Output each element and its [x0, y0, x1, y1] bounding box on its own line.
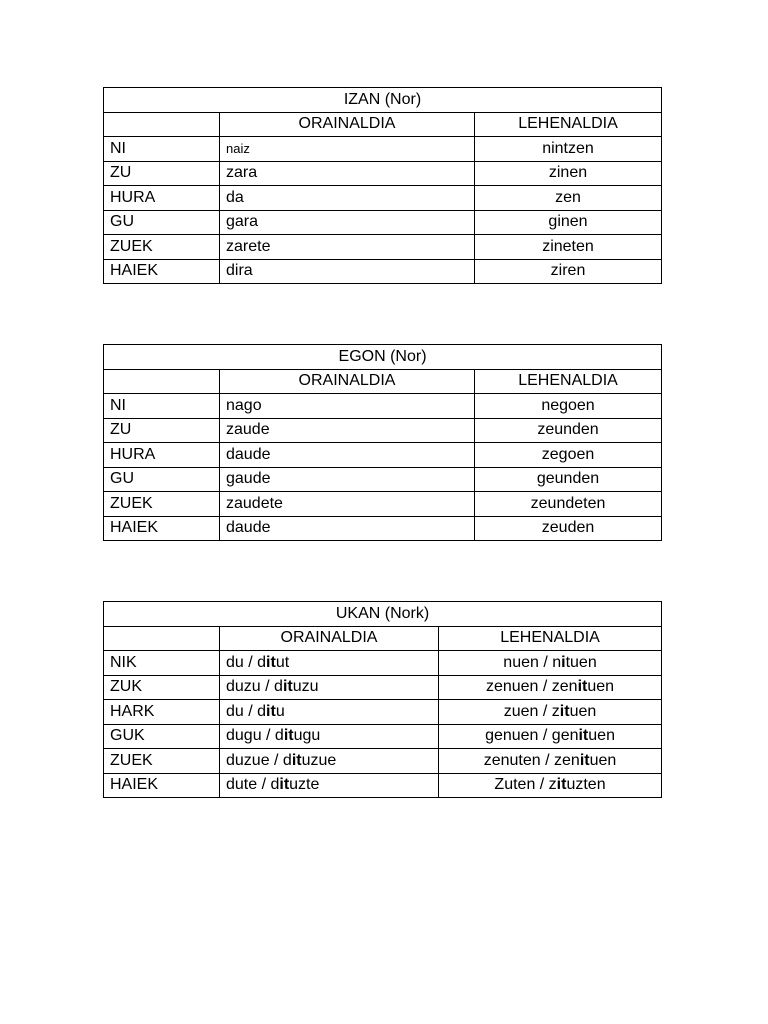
past-suffix: uen — [587, 678, 615, 696]
past-cell: ginen — [475, 210, 662, 235]
table-row — [104, 516, 662, 541]
person-cell: ZUEK — [104, 235, 220, 260]
past-cell: zen — [475, 186, 662, 211]
header-empty-cell — [104, 369, 220, 394]
table-row — [104, 186, 662, 211]
table-title-row — [104, 602, 662, 627]
present-prefix: dugu / d — [226, 727, 284, 745]
past-cell — [439, 651, 662, 676]
table-row — [104, 675, 662, 700]
table-row — [104, 137, 662, 162]
present-cell: zaudete — [220, 492, 475, 517]
table-row — [104, 161, 662, 186]
header-orainaldia: ORAINALDIA — [220, 112, 475, 137]
present-suffix: u — [275, 702, 285, 720]
present-prefix: duzue / d — [226, 751, 292, 769]
past-prefix: genuen / gen — [485, 727, 579, 745]
past-cell — [439, 700, 662, 725]
present-cell: zara — [220, 161, 475, 186]
past-cell — [439, 675, 662, 700]
past-cell: negoen — [475, 394, 662, 419]
present-cell: gara — [220, 210, 475, 235]
past-cell: zeuden — [475, 516, 662, 541]
person-cell: NI — [104, 137, 220, 162]
table-title-row — [104, 88, 662, 113]
past-plural-marker: it — [577, 678, 588, 696]
past-plural-marker: it — [578, 727, 589, 745]
past-suffix: uen — [589, 751, 617, 769]
past-plural-marker: it — [556, 776, 567, 794]
present-cell: dira — [220, 259, 475, 284]
past-cell: zeundeten — [475, 492, 662, 517]
present-suffix: ut — [275, 653, 290, 671]
header-orainaldia: ORAINALDIA — [220, 626, 439, 651]
header-lehenaldia: LEHENALDIA — [475, 369, 662, 394]
table-row — [104, 418, 662, 443]
present-plural-marker: it — [266, 653, 276, 671]
present-cell — [220, 749, 439, 774]
present-prefix: duzu / d — [226, 678, 283, 696]
header-empty-cell — [104, 112, 220, 137]
present-plural-marker: it — [279, 776, 290, 794]
person-cell: HAIEK — [104, 516, 220, 541]
header-row — [104, 112, 662, 137]
table-row — [104, 210, 662, 235]
table-row — [104, 467, 662, 492]
past-plural-marker: it — [559, 702, 570, 720]
past-prefix: zuen / z — [503, 702, 560, 720]
person-cell: HURA — [104, 186, 220, 211]
past-cell: zeunden — [475, 418, 662, 443]
past-prefix: zenuten / zen — [483, 751, 580, 769]
header-lehenaldia: LEHENALDIA — [439, 626, 662, 651]
person-cell: HARK — [104, 700, 220, 725]
person-cell: ZUEK — [104, 749, 220, 774]
present-cell: daude — [220, 443, 475, 468]
present-prefix: du / d — [226, 702, 267, 720]
present-cell: zaude — [220, 418, 475, 443]
present-cell: nago — [220, 394, 475, 419]
person-cell: HAIEK — [104, 259, 220, 284]
present-cell: gaude — [220, 467, 475, 492]
past-cell: nintzen — [475, 137, 662, 162]
past-cell: zinen — [475, 161, 662, 186]
person-cell: GU — [104, 210, 220, 235]
past-plural-marker: it — [579, 751, 590, 769]
table-title-row — [104, 345, 662, 370]
table-title: EGON (Nor) — [104, 345, 662, 370]
past-prefix: Zuten / z — [494, 776, 557, 794]
header-orainaldia: ORAINALDIA — [220, 369, 475, 394]
egon-table — [103, 344, 662, 541]
present-plural-marker: it — [283, 727, 294, 745]
table-row — [104, 700, 662, 725]
past-suffix: uzten — [566, 776, 606, 794]
present-cell — [220, 700, 439, 725]
present-cell: daude — [220, 516, 475, 541]
person-cell: ZUK — [104, 675, 220, 700]
table-row — [104, 235, 662, 260]
header-lehenaldia: LEHENALDIA — [475, 112, 662, 137]
present-cell — [220, 651, 439, 676]
past-prefix: nuen / n — [503, 653, 562, 671]
present-prefix: dute / d — [226, 776, 280, 794]
ukan-table — [103, 601, 662, 798]
table-row — [104, 259, 662, 284]
person-cell: NIK — [104, 651, 220, 676]
present-plural-marker: it — [291, 751, 302, 769]
present-cell — [220, 675, 439, 700]
present-plural-marker: it — [282, 678, 293, 696]
table-row — [104, 749, 662, 774]
table-row — [104, 492, 662, 517]
past-suffix: tuen — [565, 653, 597, 671]
past-prefix: zenuen / zen — [485, 678, 578, 696]
present-cell: da — [220, 186, 475, 211]
past-cell — [439, 724, 662, 749]
present-cell: naiz — [220, 137, 475, 162]
past-cell: zegoen — [475, 443, 662, 468]
izan-table — [103, 87, 662, 284]
table-title: UKAN (Nork) — [104, 602, 662, 627]
present-suffix: uzu — [292, 678, 319, 696]
table-row — [104, 651, 662, 676]
past-cell: zineten — [475, 235, 662, 260]
present-suffix: uzte — [289, 776, 320, 794]
table-row — [104, 773, 662, 798]
present-prefix: du / d — [226, 653, 267, 671]
present-plural-marker: it — [266, 702, 276, 720]
table-row — [104, 443, 662, 468]
table-title: IZAN (Nor) — [104, 88, 662, 113]
table-row — [104, 394, 662, 419]
present-suffix: ugu — [293, 727, 321, 745]
present-cell — [220, 724, 439, 749]
person-cell: GU — [104, 467, 220, 492]
present-cell: zarete — [220, 235, 475, 260]
person-cell: GUK — [104, 724, 220, 749]
past-cell — [439, 773, 662, 798]
person-cell: ZU — [104, 161, 220, 186]
header-row — [104, 626, 662, 651]
past-suffix: uen — [588, 727, 615, 745]
person-cell: HAIEK — [104, 773, 220, 798]
person-cell: NI — [104, 394, 220, 419]
past-suffix: uen — [569, 702, 597, 720]
person-cell: ZU — [104, 418, 220, 443]
past-cell — [439, 749, 662, 774]
person-cell: ZUEK — [104, 492, 220, 517]
present-cell — [220, 773, 439, 798]
present-suffix: uzue — [301, 751, 337, 769]
header-row — [104, 369, 662, 394]
past-plural-marker: i — [561, 653, 566, 671]
person-cell: HURA — [104, 443, 220, 468]
table-row — [104, 724, 662, 749]
past-cell: ziren — [475, 259, 662, 284]
past-cell: geunden — [475, 467, 662, 492]
header-empty-cell — [104, 626, 220, 651]
